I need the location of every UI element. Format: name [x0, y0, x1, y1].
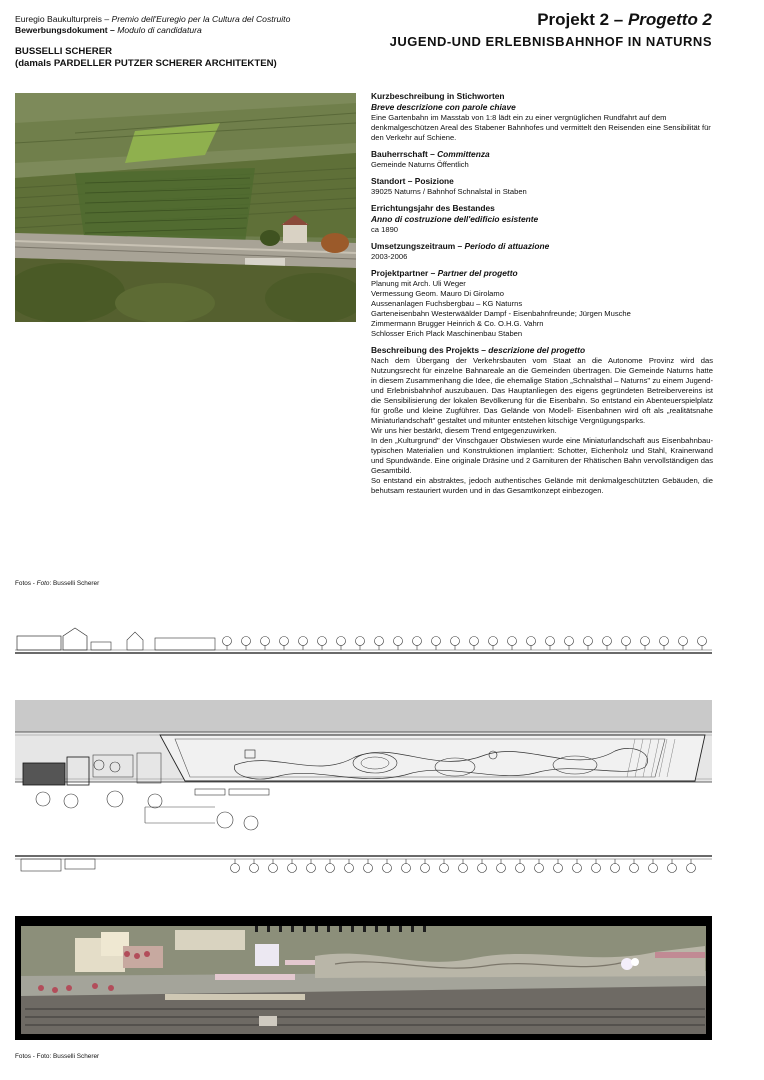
- project-number-it: Progetto 2: [627, 10, 712, 29]
- caption-part-c: : Busselli Scherer: [49, 580, 100, 587]
- year-section: [371, 203, 713, 235]
- partner-item: Vermessung Geom. Mauro Di Girolamo: [371, 289, 504, 298]
- document-type-it: Modulo di candidatura: [117, 25, 202, 35]
- year-text: ca 1890: [371, 225, 399, 234]
- keywords-section: [371, 91, 713, 143]
- site-plan-drawing: [15, 695, 712, 842]
- partner-item: Aussenanlagen Fuchsbergbau – KG Naturns: [371, 299, 523, 308]
- period-section: [371, 241, 713, 262]
- document-type-de: Bewerbungsdokument –: [15, 25, 118, 35]
- keywords-heading-it: Breve descrizione con parole chiave: [371, 102, 516, 112]
- client-text: Gemeinde Naturns Öffentlich: [371, 160, 469, 169]
- caption-part-b: Foto: [36, 580, 50, 587]
- model-photo: [15, 916, 712, 1040]
- year-heading-de: Errichtungsjahr des Bestandes: [371, 203, 495, 213]
- description-paragraph: So entstand ein abstraktes, jedoch authentisches Gelände mit denkmalgeschützten Gebäuden, die behutsam restauriert wurden und in das Gesamtkonzept einbezogen.: [371, 476, 713, 495]
- description-section: [371, 345, 713, 496]
- description-paragraph: Nach dem Übergang der Verkehrsbauten vom Staat an die Autonome Provinz wird das Nutzungsrecht für einzelne Bahnareale an die Gemeinden übertragen. Die Gemeinde Naturns hatte in diesem Zusammenhang die Idee, die ehemalige Station „Schnalsthal – Naturns" zu einem Jugend- und Erlebnisbahnhof auszubauen. Das Hauptanliegen des eigens gegründeten Betreibervereins ist die Sensibilisierung der lokalen Bevölkerung für die Eisenbahn. So entstand ein Abenteuerspielplatz für große und kleine Zugführer. Das Gelände von Modell- Eisenbahnen wird oft als „realitätsnahe Miniaturlandschaft" gestaltet und mitunter entstehen kitschige Vergnügungsparks.: [371, 356, 713, 425]
- project-title: JUGEND-UND ERLEBNISBAHNHOF IN NATURNS: [389, 34, 712, 49]
- description-paragraph: Wir uns hier bestärkt, diesem Trend entgegenzuwirken.: [371, 426, 557, 435]
- client-heading-it: Committenza: [437, 149, 490, 159]
- description-heading-de: Beschreibung des Projekts –: [371, 345, 489, 355]
- award-name-it: Premio dell'Euregio per la Cultura del Costruito: [111, 14, 291, 24]
- description-paragraph: In den „Kulturgrund" der Vinschgauer Obstwiesen wurde eine Miniaturlandschaft aus Eisenbahnbau-typischen Materialien und Konstruktionen implantiert: Schotter, Eichenholz und Stahl, Krainerwand und Spundwände. Eine originale Dräsine und 2 Garnituren der Rhätischen Bahn vervollständigen das Gesamtbild.: [371, 436, 713, 475]
- partners-heading-it: Partner del progetto: [437, 268, 518, 278]
- architect-office: [15, 46, 277, 70]
- caption-part-a: Fotos -: [15, 580, 37, 587]
- model-photo-caption: Fotos - Foto: Busselli Scherer: [15, 1053, 100, 1060]
- site-text: 39025 Naturns / Bahnhof Schnalstal in Staben: [371, 187, 527, 196]
- partners-section: [371, 268, 713, 339]
- elevation-drawing-north: [15, 622, 712, 662]
- keywords-heading-de: Kurzbeschreibung in Stichworten: [371, 91, 505, 101]
- site-heading: Standort – Posizione: [371, 176, 454, 186]
- client-section: [371, 149, 713, 170]
- partner-item: Garteneisenbahn Westerwäälder Dampf - Eisenbahnfreunde; Jürgen Musche: [371, 309, 631, 318]
- photo-caption: [15, 580, 99, 587]
- partner-item: Zimmermann Brugger Heinrich & Co. O.H.G. Vahrn: [371, 319, 544, 328]
- description-heading-it: descrizione del progetto: [488, 345, 586, 355]
- aerial-photo: [15, 93, 356, 322]
- partner-item: Planung mit Arch. Uli Weger: [371, 279, 466, 288]
- period-text: 2003-2006: [371, 252, 408, 261]
- office-former-name: (damals PARDELLER PUTZER SCHERER ARCHITEKTEN): [15, 58, 277, 69]
- project-number: [537, 10, 712, 30]
- site-section: [371, 176, 713, 197]
- project-description-column: [371, 91, 713, 502]
- project-number-de: Projekt 2 –: [537, 10, 628, 29]
- partner-item: Schlosser Erich Plack Maschinenbau Staben: [371, 329, 523, 338]
- period-heading-it: Periodo di attuazione: [464, 241, 550, 251]
- keywords-text: Eine Gartenbahn im Masstab von 1:8 lädt ein zu einer vergnüglichen Rundfahrt auf dem denkmalgeschützen Areal des Stabener Bahnhofes und vermittelt den Reisenden eine Sensibilität für den Verkehr auf Schiene.: [371, 113, 711, 142]
- client-heading-de: Bauherrschaft –: [371, 149, 438, 159]
- year-heading-it: Anno di costruzione dell'edificio esistente: [371, 214, 539, 224]
- header-info: [15, 14, 290, 36]
- office-name: BUSSELLI SCHERER: [15, 46, 113, 57]
- period-heading-de: Umsetzungszeitraum –: [371, 241, 465, 251]
- partners-heading-de: Projektpartner –: [371, 268, 438, 278]
- award-name-de: Euregio Baukulturpreis –: [15, 14, 112, 24]
- elevation-drawing-south: [15, 852, 712, 892]
